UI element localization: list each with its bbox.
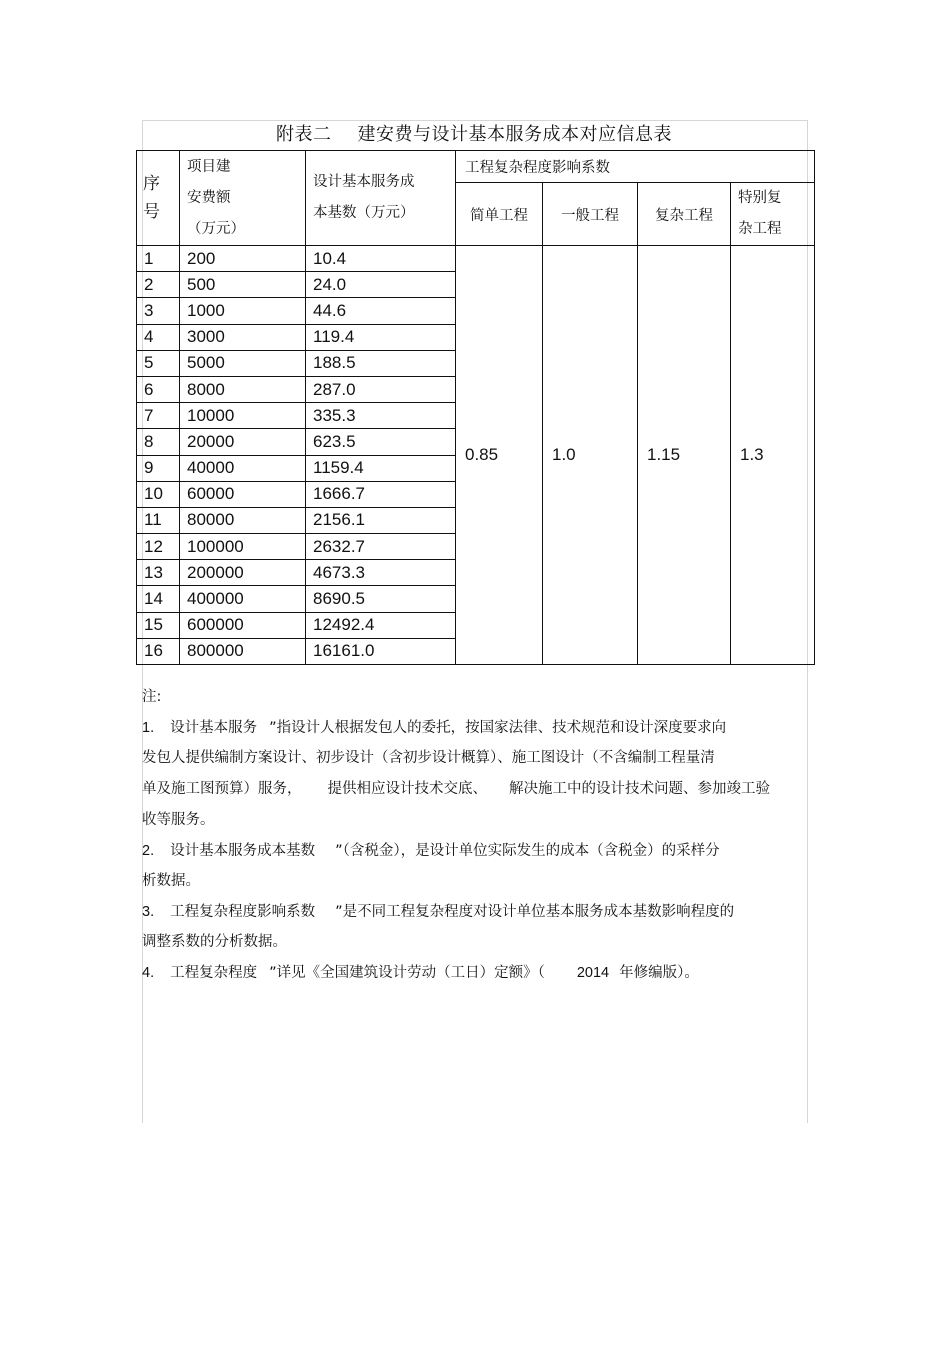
cell-base: 12492.4: [306, 612, 456, 638]
title-text: 建安费与设计基本服务成本对应信息表: [357, 124, 672, 145]
header-simple: 简单工程: [456, 183, 543, 246]
cell-seq: 13: [137, 560, 180, 586]
title-prefix: 附表二: [276, 124, 332, 145]
cell-seq: 8: [137, 429, 180, 455]
header-seq: 序 号: [137, 151, 180, 246]
cell-seq: 7: [137, 403, 180, 429]
note-1-line-2: 发包人提供编制方案设计、初步设计（含初步设计概算）、施工图设计（不含编制工程量清: [142, 750, 715, 766]
cell-base: 8690.5: [306, 586, 456, 612]
note-2-line-2: 析数据。: [142, 873, 200, 889]
cell-amount: 60000: [180, 481, 306, 507]
cell-seq: 2: [137, 272, 180, 298]
coefficient-general: 1.0: [543, 246, 638, 665]
cell-amount: 800000: [180, 638, 306, 664]
cell-seq: 6: [137, 376, 180, 402]
cell-amount: 500: [180, 272, 306, 298]
cost-table: [136, 150, 815, 665]
cell-amount: 200000: [180, 560, 306, 586]
note-1-line-1: 1. 设计基本服务 ”指设计人根据发包人的委托，按国家法律、技术规范和设计深度要求向: [142, 720, 727, 736]
note-3-line-1: 3. 工程复杂程度影响系数 ”是不同工程复杂程度对设计单位基本服务成本基数影响程度的: [142, 904, 735, 920]
coefficient-special: 1.3: [731, 246, 815, 665]
note-4-line-1: 4. 工程复杂程度 ”详见《全国建筑设计劳动（工日）定额》（ 2014 年修编版）。: [142, 965, 699, 981]
cell-base: 335.3: [306, 403, 456, 429]
cell-seq: 11: [137, 507, 180, 533]
page-title: [142, 120, 806, 150]
cell-amount: 400000: [180, 586, 306, 612]
cell-base: 44.6: [306, 298, 456, 324]
notes-heading: 注:: [142, 689, 162, 705]
cell-base: 188.5: [306, 350, 456, 376]
cell-base: 1666.7: [306, 481, 456, 507]
cell-base: 16161.0: [306, 638, 456, 664]
cell-base: 287.0: [306, 376, 456, 402]
cell-seq: 1: [137, 246, 180, 272]
header-complexity-coefficient: 工程复杂程度影响系数: [456, 151, 815, 183]
cell-base: 1159.4: [306, 455, 456, 481]
cell-base: 2632.7: [306, 534, 456, 560]
cell-amount: 40000: [180, 455, 306, 481]
cell-amount: 8000: [180, 376, 306, 402]
cell-amount: 200: [180, 246, 306, 272]
cell-seq: 5: [137, 350, 180, 376]
header-general: 一般工程: [543, 183, 638, 246]
header-base-cost: 设计基本服务成 本基数（万元）: [306, 151, 456, 246]
note-3-line-2: 调整系数的分析数据。: [142, 934, 287, 950]
table-body: [137, 246, 815, 665]
coefficient-complex: 1.15: [638, 246, 731, 665]
cell-seq: 16: [137, 638, 180, 664]
cell-amount: 1000: [180, 298, 306, 324]
note-2-line-1: 2. 设计基本服务成本基数 ”（含税金），是设计单位实际发生的成本（含税金）的采样分: [142, 843, 720, 859]
cell-seq: 12: [137, 534, 180, 560]
cell-seq: 10: [137, 481, 180, 507]
cell-base: 24.0: [306, 272, 456, 298]
cell-seq: 14: [137, 586, 180, 612]
cell-amount: 3000: [180, 324, 306, 350]
header-special: 特别复 杂工程: [731, 183, 815, 246]
cell-amount: 100000: [180, 534, 306, 560]
cell-seq: 15: [137, 612, 180, 638]
cell-amount: 5000: [180, 350, 306, 376]
cell-seq: 9: [137, 455, 180, 481]
table-row: [137, 246, 815, 272]
cell-base: 4673.3: [306, 560, 456, 586]
cell-amount: 600000: [180, 612, 306, 638]
note-1-line-3: 单及施工图预算）服务， 提供相应设计技术交底、 解决施工中的设计技术问题、参加竣工验: [142, 781, 770, 797]
header-complex: 复杂工程: [638, 183, 731, 246]
cell-amount: 20000: [180, 429, 306, 455]
cell-amount: 10000: [180, 403, 306, 429]
cell-base: 119.4: [306, 324, 456, 350]
note-1-line-4: 收等服务。: [142, 812, 215, 828]
cell-base: 10.4: [306, 246, 456, 272]
cell-seq: 3: [137, 298, 180, 324]
cell-seq: 4: [137, 324, 180, 350]
coefficient-simple: 0.85: [456, 246, 543, 665]
header-amount: 项目建 安费额 （万元）: [180, 151, 306, 246]
cell-base: 623.5: [306, 429, 456, 455]
cell-base: 2156.1: [306, 507, 456, 533]
cell-amount: 80000: [180, 507, 306, 533]
